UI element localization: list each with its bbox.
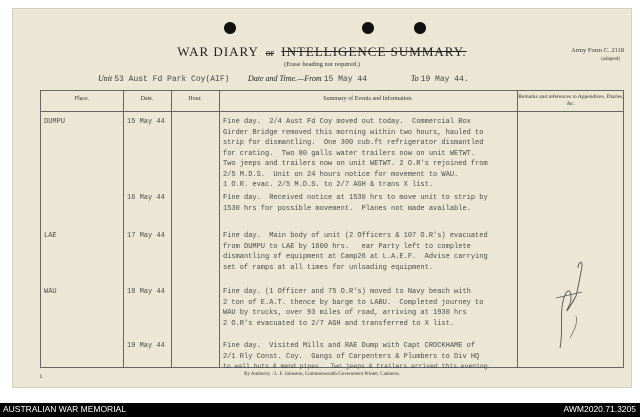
- diary-table: [40, 90, 624, 368]
- unit-value: 53 Aust Fd Park Coy(AIF): [114, 75, 230, 84]
- signature-mark: [552, 238, 592, 358]
- unit-label: Unit: [98, 74, 113, 83]
- printer-line: By Authority : L. F. Johnston, Commonwealth Government Printer, Canberra.: [244, 372, 400, 377]
- archive-reference: AWM2020.71.3205: [563, 404, 636, 414]
- title-intelligence: INTELLIGENCE SUMMARY.: [281, 44, 467, 59]
- unit-line: [98, 74, 229, 84]
- entry-place: LAE: [44, 232, 57, 240]
- entry-line: dismantling of equipment at Camp26 at L.A.E.F. Advise carrying: [223, 253, 488, 261]
- archive-footer: [0, 403, 640, 417]
- entry-date: 15 May 44: [127, 118, 165, 126]
- entry-line: 2 ton of E.A.T. thence by barge to LABU. Completed journey to: [223, 298, 484, 307]
- entry-line: 2 O.R's evacuated to 2/7 AGH and transferred to X list.: [223, 319, 455, 328]
- entry-line: WAU by trucks, over 93 miles of road, arriving at 1930 hrs: [223, 309, 467, 317]
- entry-place: DUMPU: [44, 118, 66, 126]
- period-to-label: To: [410, 74, 419, 83]
- army-form-note: (adapted): [601, 57, 621, 62]
- page-title: [12, 44, 632, 60]
- entry-date: 17 May 44: [127, 232, 165, 240]
- entry-line: 2/5 M.D.S. Unit on 24 hours notice for movement to WAU.: [223, 170, 459, 179]
- punch-hole: [224, 22, 236, 34]
- entry-line: strip for dismantling. One 300 cub.ft refrigerator dismantled: [223, 139, 484, 147]
- title-or: or: [265, 48, 274, 59]
- archive-name: AUSTRALIAN WAR MEMORIAL: [3, 404, 126, 414]
- punch-hole: [414, 22, 426, 34]
- entry-line: Two jeeps and trailers now on unit WETWT. 2 O.R's rejoined from: [223, 160, 488, 168]
- column-header-remarks: Remarks and references to Appendices, Diaries, &c.: [518, 94, 624, 107]
- entry-line: Girder Bridge removed this morning within two hours, hauled to: [223, 128, 484, 137]
- period-to: 19 May 44.: [420, 75, 469, 84]
- entry-line: Fine day. (1 Officer and 75 O.R's) moved to Navy beach with: [223, 288, 471, 296]
- entry-line: 2/1 Rly Const. Coy. Gangs of Carpenters & Plumbers to Div HQ: [223, 352, 480, 361]
- entry-place: WAU: [44, 288, 57, 296]
- entry-line: from DUMPU to LAE by 1600 hrs. ear Party left to complete: [223, 242, 471, 251]
- entry-line: Fine day. 2/4 Aust Fd Coy moved out today. Commercial Box: [223, 118, 471, 126]
- entry-date: 16 May 44: [127, 194, 165, 202]
- margin-mark: L: [40, 375, 44, 380]
- date-line: [248, 74, 469, 84]
- army-form-number: Army Form C. 2118: [571, 47, 624, 54]
- entry-line: Fine day. Visited Mills and RAE Dump with Capt CROCKHAME of: [223, 342, 476, 350]
- column-header-summary: Summary of Events and Information.: [323, 96, 413, 102]
- title-war-diary: WAR DIARY: [177, 44, 259, 59]
- entry-line: Fine day. Received notice at 1530 hrs to move unit to strip by: [223, 194, 488, 202]
- entry-line: 1 O.R. evac. 2/5 M.D.S. to 2/7 AGH & trans X list.: [223, 181, 434, 189]
- period-label: Date and Time.—From: [248, 74, 322, 83]
- page-subtitle: (Erase heading not required.): [284, 61, 360, 68]
- column-header-date: Date.: [140, 96, 154, 102]
- column-header-hour: Hour.: [188, 96, 202, 102]
- diary-page: [12, 8, 632, 388]
- army-form-label: [571, 46, 624, 64]
- punch-hole: [362, 22, 374, 34]
- entry-line: to wall huts & mend pipes. Two jeeps & trailers arrived this evening.: [223, 363, 492, 370]
- entry-date: 19 May 44: [127, 342, 165, 350]
- period-from: 15 May 44: [323, 75, 367, 84]
- entry-line: set of ramps at all times for unloading equipment.: [223, 263, 434, 272]
- column-header-place: Place.: [74, 96, 90, 102]
- entry-line: for crating. Two 80 galls water trailers now on unit WETWT.: [223, 149, 476, 158]
- entry-date: 18 May 44: [127, 288, 165, 296]
- entry-line: 1530 hrs for possible movement. Planes not made available.: [223, 204, 471, 213]
- entry-line: Fine day. Main body of unit (2 Officers & 107 O.R's) evacuated: [223, 232, 488, 240]
